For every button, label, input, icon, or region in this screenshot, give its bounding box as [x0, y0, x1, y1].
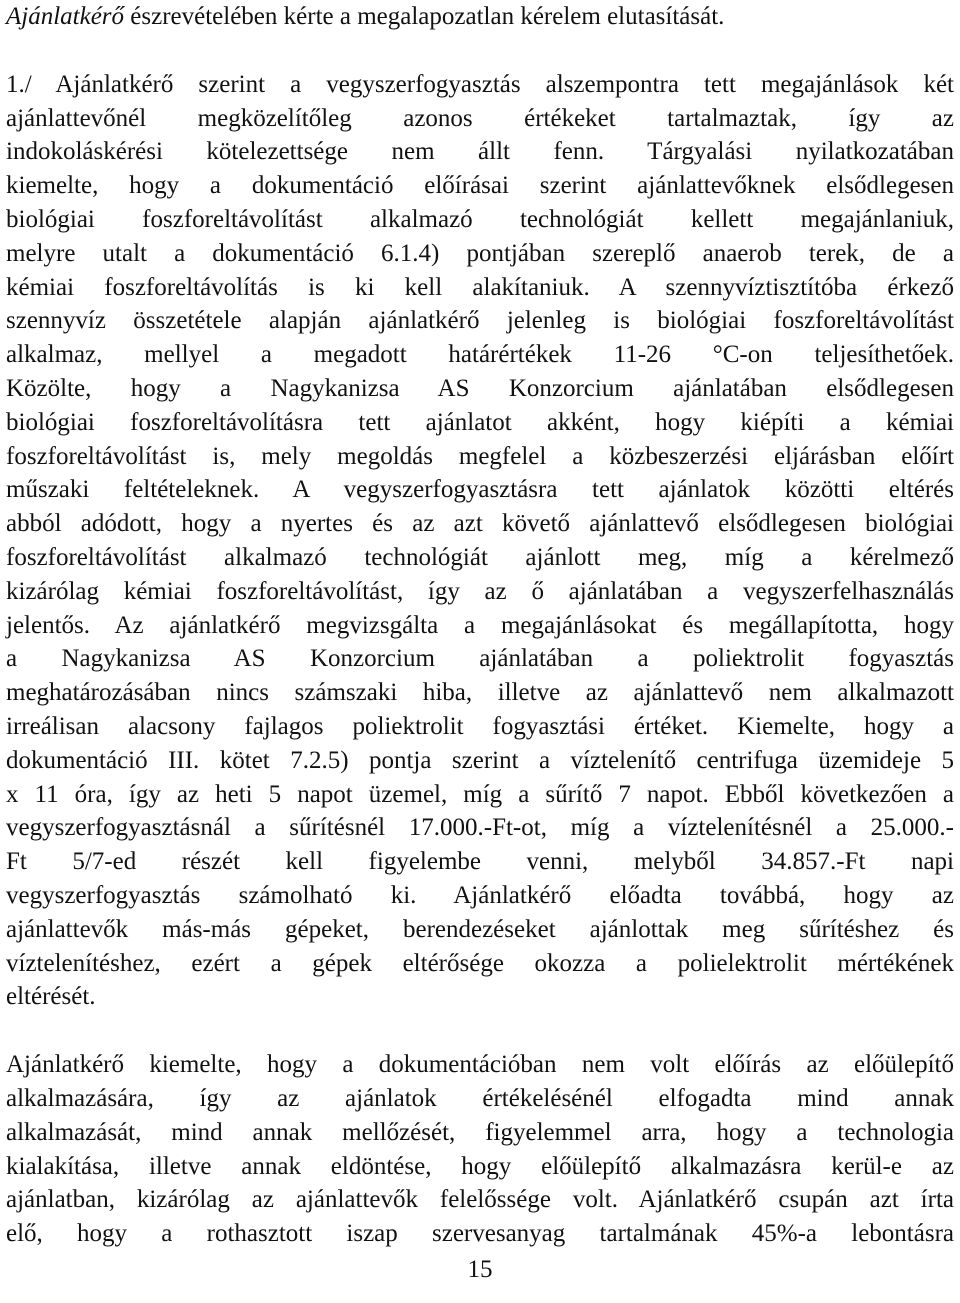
paragraph-gap	[6, 1014, 954, 1048]
paragraph-line: jelentős. Az ajánlatkérő megvizsgálta a megajánlásokat és megállapította, hogy	[6, 611, 954, 639]
paragraph-line: eltérését.	[6, 983, 96, 1011]
paragraph-line: foszforeltávolítást alkalmazó technológiát ajánlott meg, míg a kérelmező	[6, 543, 954, 571]
paragraph-line: abból adódott, hogy a nyertes és az azt követő ajánlattevő elsődlegesen biológiai	[6, 510, 954, 538]
paragraph-line: Közölte, hogy a Nagykanizsa AS Konzorcium ajánlatában elsődlegesen	[6, 374, 954, 402]
paragraph-line: szennyvíz összetétele alapján ajánlatkérő jelenleg is biológiai foszforeltávolítást	[6, 307, 954, 335]
paragraph-line: biológiai foszforeltávolítást alkalmazó technológiát kellett megajánlaniuk,	[6, 205, 954, 233]
paragraph-line: dokumentáció III. kötet 7.2.5) pontja szerint a víztelenítő centrifuga üzemideje 5	[6, 746, 954, 774]
page-number: 15	[467, 1256, 493, 1283]
paragraph-line: alkalmazását, mind annak mellőzését, figyelemmel arra, hogy a technologia	[6, 1118, 954, 1146]
intro-rest: észrevételében kérte a megalapozatlan kérelem elutasítását.	[124, 3, 725, 30]
paragraph-line: Ajánlatkérő kiemelte, hogy a dokumentációban nem volt előírás az előülepítő	[6, 1051, 954, 1079]
paragraph-line: vegyszerfogyasztásnál a sűrítésnél 17.000.-Ft-ot, míg a víztelenítésnél a 25.000.-	[6, 814, 954, 842]
paragraph-line: 1./ Ajánlatkérő szerint a vegyszerfogyasztás alszempontra tett megajánlások két	[6, 70, 954, 98]
paragraph-line: alkalmazására, így az ajánlatok értékelésénél elfogadta mind annak	[6, 1084, 954, 1112]
intro-lead: Ajánlatkérő	[6, 3, 125, 30]
paragraph-line: vegyszerfogyasztás számolható ki. Ajánlatkérő előadta továbbá, hogy az	[6, 881, 954, 909]
paragraph-line: melyre utalt a dokumentáció 6.1.4) pontjában szereplő anaerob terek, de a	[6, 239, 954, 267]
document-page	[6, 0, 954, 1303]
intro-line	[6, 0, 954, 34]
paragraph-line: foszforeltávolítást is, mely megoldás megfelel a közbeszerzési eljárásban előírt	[6, 442, 954, 470]
paragraph-line: víztelenítéshez, ezért a gépek eltérősége okozza a polielektrolit mértékének	[6, 949, 954, 977]
paragraph-line: ajánlattevőnél megközelítőleg azonos értékeket tartalmaztak, így az	[6, 104, 954, 132]
paragraph-line: kiemelte, hogy a dokumentáció előírásai szerint ajánlattevőknek elsődlegesen	[6, 172, 954, 200]
paragraph-line: kémiai foszforeltávolítás is ki kell alakítaniuk. A szennyvíztisztítóba érkező	[6, 273, 954, 301]
paragraph-line: elő, hogy a rothasztott iszap szervesanyag tartalmának 45%-a lebontásra	[6, 1220, 954, 1248]
paragraph-line: kialakítása, illetve annak eldöntése, hogy előülepítő alkalmazásra kerül-e az	[6, 1152, 954, 1180]
paragraph-line: műszaki feltételeknek. A vegyszerfogyasztásra tett ajánlatok közötti eltérés	[6, 476, 954, 504]
paragraph-line: biológiai foszforeltávolításra tett ajánlatot akként, hogy kiépíti a kémiai	[6, 408, 954, 436]
paragraph-line: ajánlattevők más-más gépeket, berendezéseket ajánlottak meg sűrítéshez és	[6, 915, 954, 943]
paragraph-line: a Nagykanizsa AS Konzorcium ajánlatában a poliektrolit fogyasztás	[6, 645, 954, 673]
paragraph-gap	[6, 34, 954, 68]
paragraph-line: indokoláskérési kötelezettsége nem állt fenn. Tárgyalási nyilatkozatában	[6, 138, 954, 166]
paragraph-line: Ft 5/7-ed részét kell figyelembe venni, melyből 34.857.-Ft napi	[6, 848, 954, 876]
paragraph-2	[6, 1048, 954, 1251]
paragraph-line: ajánlatban, kizárólag az ajánlattevők felelőssége volt. Ajánlatkérő csupán azt írta	[6, 1186, 954, 1214]
paragraph-line: alkalmaz, mellyel a megadott határértékek 11-26 °C-on teljesíthetőek.	[6, 341, 954, 369]
paragraph-line: kizárólag kémiai foszforeltávolítást, így az ő ajánlatában a vegyszerfelhasználás	[6, 577, 954, 605]
paragraph-line: x 11 óra, így az heti 5 napot üzemel, míg a sűrítő 7 napot. Ebből következően a	[6, 780, 954, 808]
paragraph-line: meghatározásában nincs számszaki hiba, illetve az ajánlattevő nem alkalmazott	[6, 679, 954, 707]
paragraph-line: irreálisan alacsony fajlagos poliektrolit fogyasztási értéket. Kiemelte, hogy a	[6, 712, 954, 740]
paragraph-1	[6, 68, 954, 1014]
